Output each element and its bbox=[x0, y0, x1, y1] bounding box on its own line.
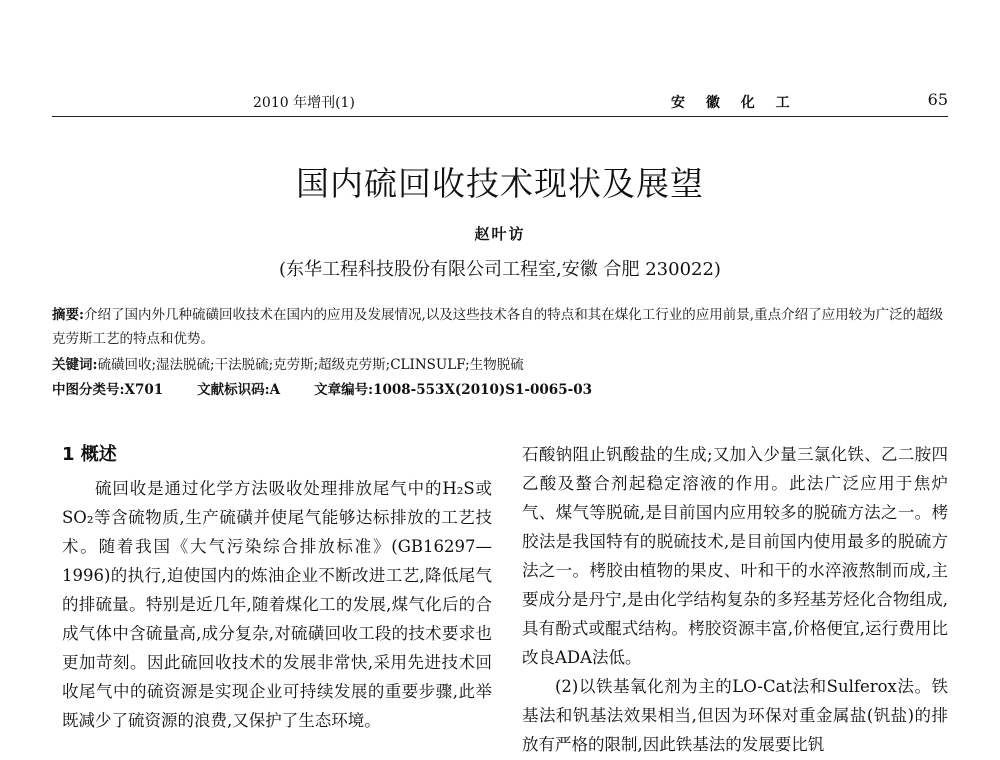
left-column bbox=[62, 440, 492, 735]
article-number bbox=[314, 378, 592, 402]
running-head bbox=[253, 88, 948, 114]
article-no-label: 文章编号: bbox=[314, 382, 374, 398]
abstract bbox=[52, 303, 948, 351]
doc-code-value: A bbox=[269, 382, 281, 398]
right-column bbox=[522, 440, 948, 759]
section-heading: 1 概述 bbox=[62, 444, 117, 465]
author-affiliation: (东华工程科技股份有限公司工程室,安徽 合肥 230022) bbox=[279, 259, 721, 280]
clc-value: X701 bbox=[124, 382, 164, 398]
document-code bbox=[197, 378, 280, 402]
issue-label: 2010 年增刊(1) bbox=[253, 95, 355, 111]
body-paragraph: 石酸钠阻止钒酸盐的生成;又加入少量三氯化铁、乙二胺四乙酸及螯合剂起稳定溶液的作用。此法广泛应用于焦炉气、煤气等脱硫,是目前国内应用较多的脱硫方法之一。栲胶法是我国特有的脱硫技术,是目前国内使用最多的脱硫方法之一。栲胶由植物的果皮、叶和干的水淬液熬制而成,主要成分是丹宁,是由化学结构复杂的多羟基芳烃化合物组成,具有酚式或醌式结构。栲胶资源丰富,价格便宜,运行费用比改良ADA法低。 bbox=[522, 445, 948, 667]
clc-number bbox=[52, 378, 163, 402]
keywords-text: 硫磺回收;湿法脱硫;干法脱硫;克劳斯;超级克劳斯;CLINSULF;生物脱硫 bbox=[97, 357, 524, 373]
doc-code-label: 文献标识码: bbox=[197, 382, 270, 398]
body-paragraph: (2)以铁基氧化剂为主的LO-Cat法和Sulferox法。铁基法和钒基法效果相当,但因为环保对重金属盐(钒盐)的排放有严格的限制,因此铁基法的发展要比钒 bbox=[522, 677, 948, 754]
classification-line bbox=[52, 378, 948, 402]
page-number: 65 bbox=[927, 90, 948, 109]
abstract-label: 摘要: bbox=[52, 307, 84, 323]
paper-title: 国内硫回收技术现状及展望 bbox=[296, 164, 704, 203]
keywords bbox=[52, 353, 948, 377]
author-name: 赵叶访 bbox=[474, 225, 526, 243]
abstract-text: 介绍了国内外几种硫磺回收技术在国内的应用及发展情况,以及这些技术各自的特点和其在煤化工行业的应用前景,重点介绍了应用较为广泛的超级克劳斯工艺的特点和优势。 bbox=[52, 307, 944, 347]
header-rule bbox=[52, 116, 948, 117]
keywords-label: 关键词: bbox=[52, 357, 98, 373]
article-no-value: 1008-553X(2010)S1-0065-03 bbox=[373, 382, 592, 398]
journal-name: 安 徽 化 工 bbox=[671, 95, 798, 111]
clc-label: 中图分类号: bbox=[52, 382, 125, 398]
body-paragraph: 硫回收是通过化学方法吸收处理排放尾气中的H₂S或SO₂等含硫物质,生产硫磺并使尾气能够达标排放的工艺技术。随着我国《大气污染综合排放标准》(GB16297—1996)的执行,迫使国内的炼油企业不断改进工艺,降低尾气的排硫量。特别是近几年,随着煤化工的发展,煤气化后的合成气体中含硫量高,成分复杂,对硫磺回收工段的技术要求也更加苛刻。因此硫回收技术的发展非常快,采用先进技术回收尾气中的硫资源是实现企业可持续发展的重要步骤,此举既减少了硫资源的浪费,又保护了生态环境。 bbox=[62, 479, 492, 730]
